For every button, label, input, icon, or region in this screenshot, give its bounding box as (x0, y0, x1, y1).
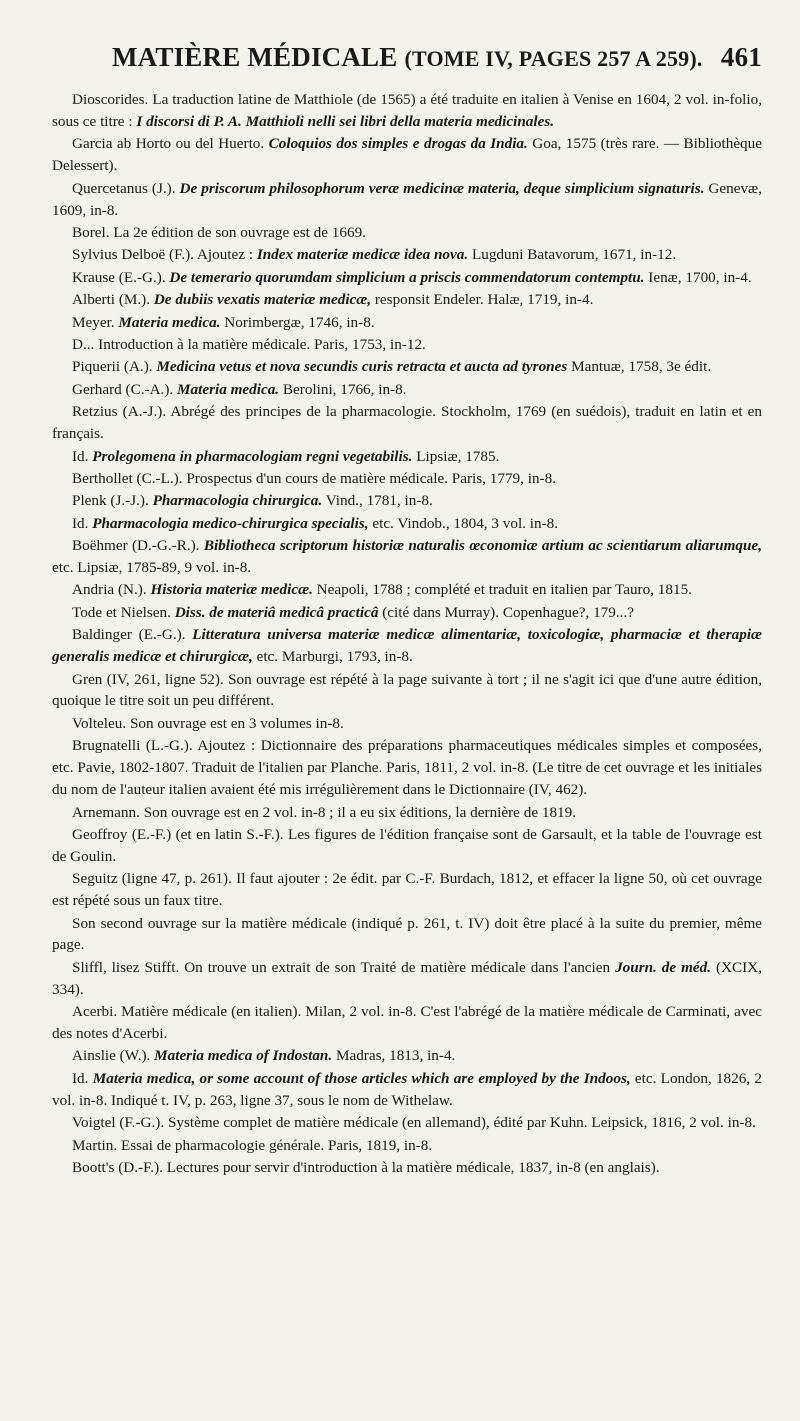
entry-text: Ajoutez : Dictionnaire des préparations pharmaceutiques médicales simples et composées, etc. Pavie, 1802-1807. Traduit de l'italien par Planche. Paris, 1811, 2 vol. in-8. (Le titre de cet ouvrage et les initiales du nom de l'auteur italien avaient été mis irrégulièrement dans le Dictionnaire (IV, 462). (52, 737, 763, 799)
entry-author: Berthollet (C.-L.). (72, 469, 183, 487)
bibliography-entry (52, 178, 762, 222)
bibliography-entry (52, 957, 762, 1001)
entry-author: Volteleu. (72, 714, 127, 732)
entry-author: Borel. (72, 223, 110, 241)
entry-text: (IV, 261, ligne 52). Son ouvrage est répété à la page suivante à tort ; il ne s'agit ici que d'une autre édition, quoique le titre soit un peu différent. (52, 670, 762, 710)
bibliography-entry (52, 1001, 762, 1045)
bibliography-entry (52, 735, 762, 801)
entry-text-after-title: Berolini, 1766, in-8. (279, 380, 407, 398)
entry-author: Brugnatelli (L.-G.). (72, 737, 193, 755)
bibliography-entry (52, 669, 762, 713)
entry-text-after-title: Mantuæ, 1758, 3e édit. (567, 358, 712, 376)
bibliography-entry (52, 133, 762, 177)
entry-text: La 2e édition de son ouvrage est de 1669. (109, 223, 366, 241)
bibliography-entry (52, 244, 762, 266)
entry-text-after-title: Vind., 1781, in-8. (322, 492, 433, 510)
entry-author: Ainslie (W.). (72, 1047, 151, 1065)
entry-author: Piquerii (A.). (72, 358, 153, 376)
entry-author: Gerhard (C.-A.). (72, 380, 174, 398)
bibliography-entry (52, 513, 762, 535)
entry-author: Arnemann. (72, 803, 140, 821)
entry-author: Alberti (M.). (72, 291, 151, 309)
entry-text: Essai de pharmacologie générale. Paris, 1819, in-8. (117, 1136, 433, 1154)
entry-text-after-title: Genevæ, 1609, in-8. (52, 179, 762, 219)
entry-text-after-title: etc. Lipsiæ, 1785-89, 9 vol. in-8. (52, 559, 252, 577)
entry-text: Prospectus d'un cours de matière médicale. Paris, 1779, in-8. (182, 469, 556, 487)
bibliography-entry (52, 579, 762, 601)
bibliography-entry (52, 802, 762, 824)
bibliography-entry (52, 1157, 762, 1179)
entry-author: Dioscorides. (72, 91, 149, 108)
bibliography-entry (52, 602, 762, 624)
entry-text: sur la matière médicale (indiqué p. 261, t. IV) doit être placé à la suite du premier, même page. (52, 914, 762, 954)
bibliography-entry (52, 334, 762, 356)
entry-text-after-title: etc. Marburgi, 1793, in-8. (252, 648, 413, 666)
bibliography-entry (52, 713, 762, 735)
entry-author: Baldinger (E.-G.). (72, 626, 186, 644)
entry-title: De priscorum philosophorum veræ medicinæ materia, deque simplicium signaturis. (179, 179, 705, 197)
entry-author: Id. (72, 514, 89, 532)
entry-title: Historia materiæ medicæ. (150, 581, 313, 599)
entry-text: Son ouvrage est en 2 vol. in-8 ; il a eu six éditions, la dernière de 1819. (139, 803, 577, 821)
entry-title: Pharmacologia chirurgica. (152, 492, 323, 510)
page-header (112, 42, 762, 73)
entry-text-after-title: Neapoli, 1788 ; complété et traduit en italien par Tauro, 1815. (312, 581, 692, 599)
bibliography-entry (52, 1068, 762, 1112)
entry-author: Acerbi. (72, 1003, 118, 1021)
entry-text: Son ouvrage est en 3 volumes in-8. (126, 714, 344, 732)
entry-text: Lectures pour servir d'introduction à la matière médicale, 1837, in-8 (en anglais). (162, 1159, 660, 1176)
entry-author: Sliffl, (72, 958, 107, 976)
entry-text-after-title: Lipsiæ, 1785. (412, 447, 500, 465)
entry-text: lisez Stifft. On trouve un extrait de son Traité de matière médicale dans l'ancien (106, 958, 616, 976)
entry-title: Pharmacologia medico-chirurgica specialis, (92, 514, 369, 532)
entry-text: (et en latin S.-F.). Les figures de l'édition française sont de Garsault, et la table de l'ouvrage est de Goulin. (52, 825, 762, 865)
bibliography-entry (52, 222, 762, 244)
entry-text: Abrégé des principes de la pharmacologie. Stockholm, 1769 (en suédois), traduit en latin et en français. (52, 403, 763, 443)
entry-title: Index materiæ medicæ idea nova. (256, 246, 469, 264)
page-number: 461 (720, 42, 762, 72)
bibliography-entry (52, 868, 762, 912)
entry-title: Bibliotheca scriptorum historiæ naturalis œconomiæ artium ac scientiarum aliarumque, (203, 537, 763, 555)
entry-author: Gren (72, 670, 103, 688)
entry-title: Prolegomena in pharmacologiam regni vegetabilis. (92, 447, 413, 465)
entry-author: Geoffroy (E.-F.) (72, 825, 172, 843)
bibliography-entry (52, 824, 762, 868)
entry-title: Litteratura universa materiæ medicæ alimentariæ, toxicologiæ, pharmaciæ et therapiæ generalis medicæ et chirurgicæ, (52, 626, 763, 666)
bibliography-entry (52, 89, 762, 133)
entry-author: Plenk (J.-J.). (72, 492, 149, 510)
entry-author: Son second ouvrage (72, 914, 197, 932)
entry-text: Introduction à la matière médicale. Paris, 1753, in-12. (94, 335, 426, 353)
bibliography-entry (52, 624, 762, 668)
entry-author: Boott's (D.-F.). (72, 1159, 163, 1176)
bibliography-entry (52, 1112, 762, 1134)
entry-text-after-title: Goa, 1575 (très rare. — Bibliothèque Delessert). (52, 135, 762, 175)
entry-title: Materia medica. (118, 313, 221, 331)
bibliography-entry (52, 913, 762, 957)
entry-text: Système complet de matière médicale (en allemand), édité par Kuhn. Leipsick, 1816, 2 vol. in-8. (164, 1114, 756, 1132)
bibliography-entry (52, 267, 762, 289)
entry-text-after-title: etc. London, 1826, 2 vol. in-8. Indiqué t. IV, p. 263, ligne 37, sous le nom de Withelaw. (52, 1069, 762, 1109)
entry-author: Id. (72, 1069, 89, 1087)
entry-author: Boëhmer (D.-G.-R.). (72, 537, 200, 555)
entry-title: Materia medica, or some account of those articles which are employed by the Indoos, (92, 1069, 631, 1087)
bibliography-entry (52, 289, 762, 311)
bibliography-entry (52, 1045, 762, 1067)
running-title (112, 42, 703, 73)
bibliography-entry (52, 356, 762, 378)
entry-author: Tode et Nielsen. (72, 603, 171, 621)
entry-text: Ajoutez : (193, 246, 257, 264)
bibliography-entry (52, 535, 762, 579)
entry-author: Seguitz (72, 870, 118, 888)
entry-title: Medicina vetus et nova secundis curis retracta et aucta ad tyrones (156, 358, 568, 376)
entry-author: Id. (72, 447, 89, 465)
entry-title: Coloquios dos simples e drogas da India. (268, 135, 528, 153)
bibliography-entry (52, 401, 762, 445)
bibliography-entry (52, 312, 762, 334)
bibliography-entry (52, 490, 762, 512)
entry-author: Voigtel (F.-G.). (72, 1114, 165, 1132)
entry-author: Meyer. (72, 313, 115, 331)
entry-text-after-title: (cité dans Murray). Copenhague?, 179...? (378, 603, 634, 621)
bibliography-entry (52, 1135, 762, 1157)
entry-text-after-title: Lugduni Batavorum, 1671, in-12. (468, 246, 677, 264)
entry-text-after-title: (XCIX, 334). (52, 958, 763, 998)
bibliography-entries (52, 89, 763, 1179)
entry-text: La traduction latine de Matthiole (de 1565) a été traduite en italien à Venise en 1604, 2 vol. in-folio, sous ce titre : (52, 91, 762, 130)
entry-title: De temerario quorumdam simplicium a priscis commendatorum contemptu. (169, 268, 645, 286)
entry-author: Martin. (72, 1136, 118, 1154)
entry-text-after-title: Madras, 1813, in-4. (332, 1047, 456, 1065)
entry-text: Matière médicale (en italien). Milan, 2 vol. in-8. C'est l'abrégé de la matière médicale de Carminati, avec des notes d'Acerbi. (52, 1003, 762, 1043)
entry-title: I discorsi di P. A. Matthioli nelli sei libri della materia medicinales. (136, 112, 555, 130)
bibliography-entry (52, 446, 762, 468)
entry-title: Materia medica of Indostan. (154, 1047, 333, 1065)
header-subtitle: (TOME IV, PAGES 257 A 259). (404, 46, 703, 71)
bibliography-entry (52, 468, 762, 490)
entry-text: (ligne 47, p. 261). Il faut ajouter : 2e édit. par C.-F. Burdach, 1812, et effacer la ligne 50, où cet ouvrage est répété sous un faux titre. (52, 870, 762, 910)
bibliography-entry (52, 379, 762, 401)
entry-author: Quercetanus (J.). (72, 179, 176, 197)
entry-text-after-title: responsit Endeler. Halæ, 1719, in-4. (371, 291, 594, 309)
entry-title: Journ. de méd. (615, 958, 712, 976)
header-title: MATIÈRE MÉDICALE (112, 42, 398, 72)
entry-text-after-title: Ienæ, 1700, in-4. (644, 268, 752, 286)
entry-title: De dubiis vexatis materiæ medicæ, (153, 291, 372, 309)
entry-title: Diss. de materiâ medicâ practicâ (174, 603, 379, 621)
entry-title: Materia medica. (177, 380, 280, 398)
entry-author: D... (72, 335, 95, 353)
entry-text-after-title: etc. Vindob., 1804, 3 vol. in-8. (368, 514, 559, 532)
entry-author: Sylvius Delboë (F.). (72, 246, 194, 264)
entry-author: Andria (N.). (72, 581, 147, 599)
entry-author: Retzius (A.-J.). (72, 403, 167, 421)
entry-author: Garcia ab Horto ou del Huerto. (72, 135, 265, 153)
entry-author: Krause (E.-G.). (72, 268, 166, 286)
entry-text-after-title: Norimbergæ, 1746, in-8. (220, 313, 375, 331)
